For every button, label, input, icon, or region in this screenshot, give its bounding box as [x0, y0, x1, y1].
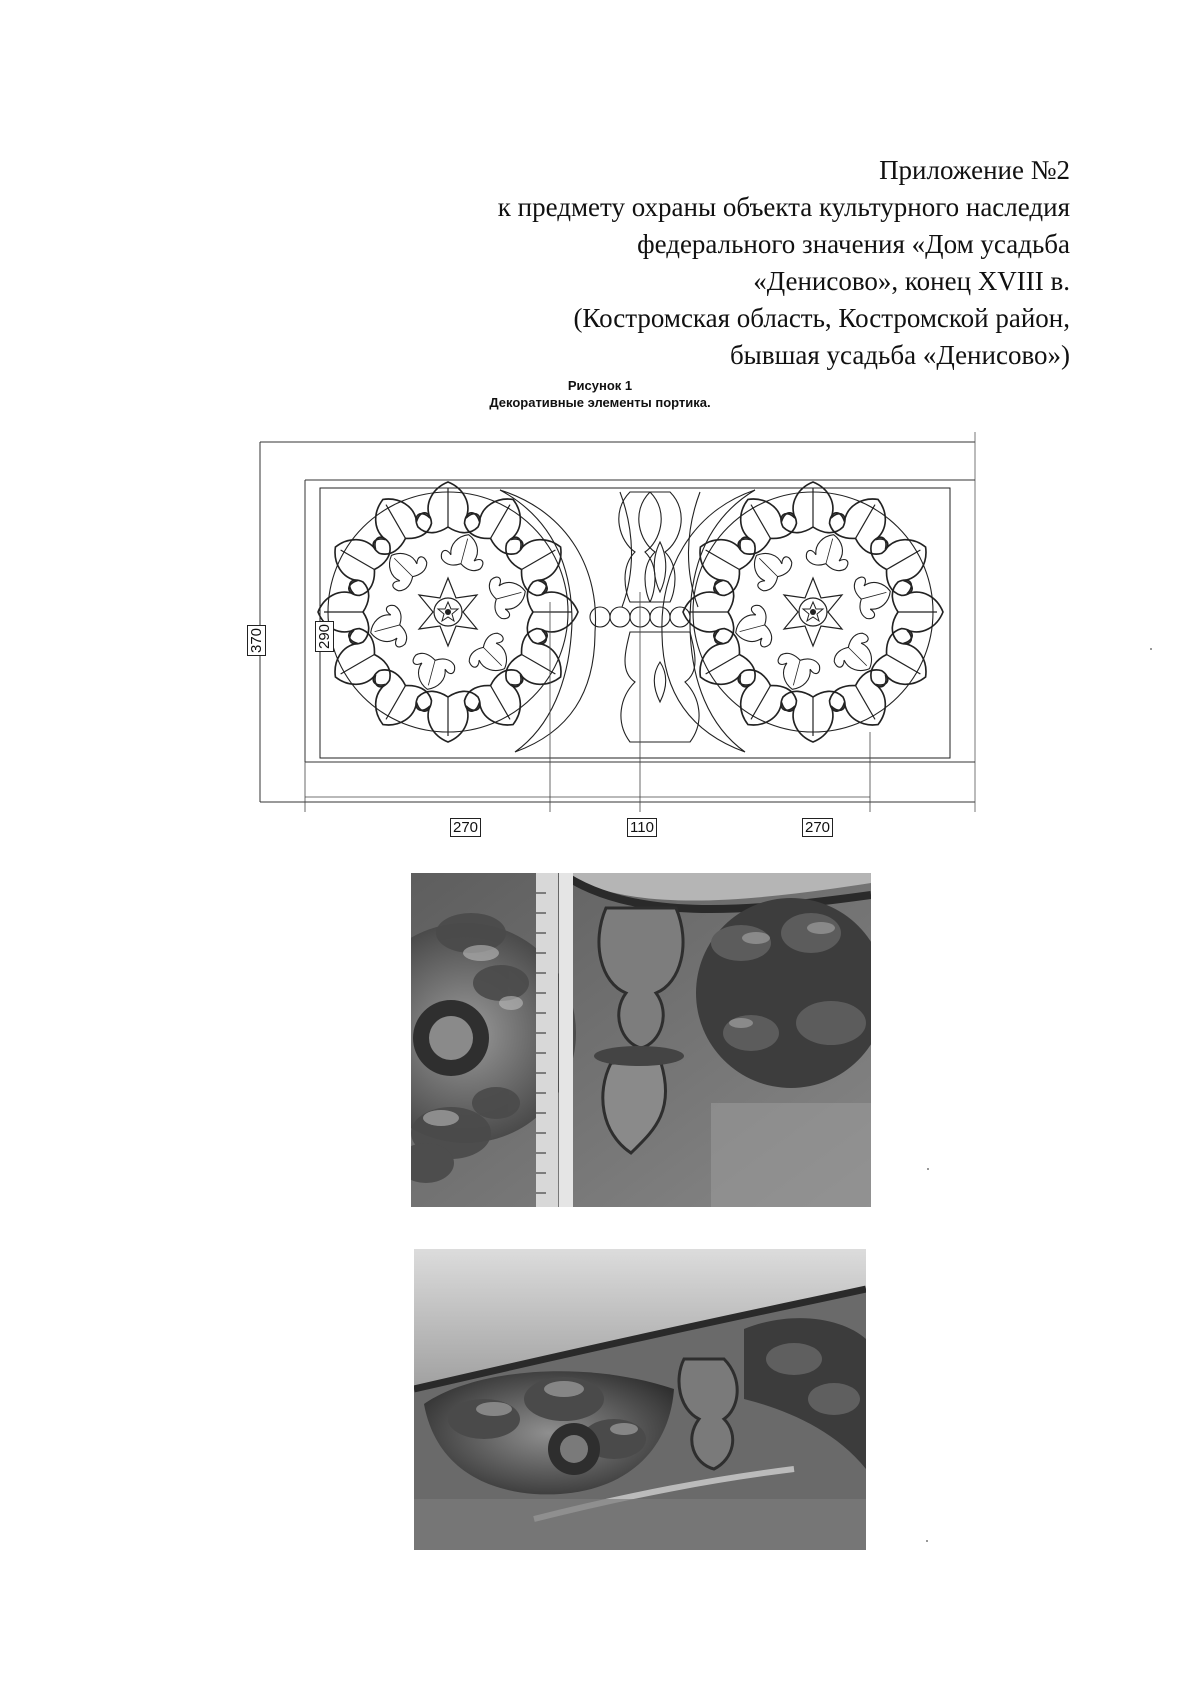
ornament-photo-2-svg [414, 1249, 866, 1550]
center-ornament [590, 492, 700, 742]
header-line-5: (Костромская область, Костромской район, [573, 303, 1070, 333]
scan-speck [926, 1540, 928, 1542]
figure-number: Рисунок 1 [567, 378, 633, 393]
header-line-2: к предмету охраны объекта культурного наследия [497, 192, 1070, 222]
dimension-inner-height: 290 [315, 621, 334, 652]
dimension-left-width: 270 [450, 818, 481, 837]
ornament-drawing [250, 432, 990, 852]
appendix-header [270, 152, 1070, 374]
dimension-total-height: 370 [247, 625, 266, 656]
dimension-right-width: 270 [802, 818, 833, 837]
header-line-4: «Денисово», конец XVIII в. [753, 266, 1070, 296]
ornament-photo-1 [411, 873, 871, 1207]
scan-speck [1150, 648, 1152, 650]
figure-title: Декоративные элементы портика. [489, 395, 711, 410]
dimension-center-width: 110 [627, 818, 657, 837]
header-line-3: федерального значения «Дом усадьба [637, 229, 1070, 259]
right-rosette [683, 482, 943, 742]
figure-caption [440, 377, 760, 411]
ornament-drawing-svg [250, 432, 990, 852]
ornament-photo-1-svg [411, 873, 871, 1207]
scan-speck [927, 1168, 929, 1170]
ornament-photo-2 [414, 1249, 866, 1550]
header-line-1: Приложение №2 [879, 155, 1070, 185]
header-line-6: бывшая усадьба «Денисово») [729, 340, 1070, 370]
